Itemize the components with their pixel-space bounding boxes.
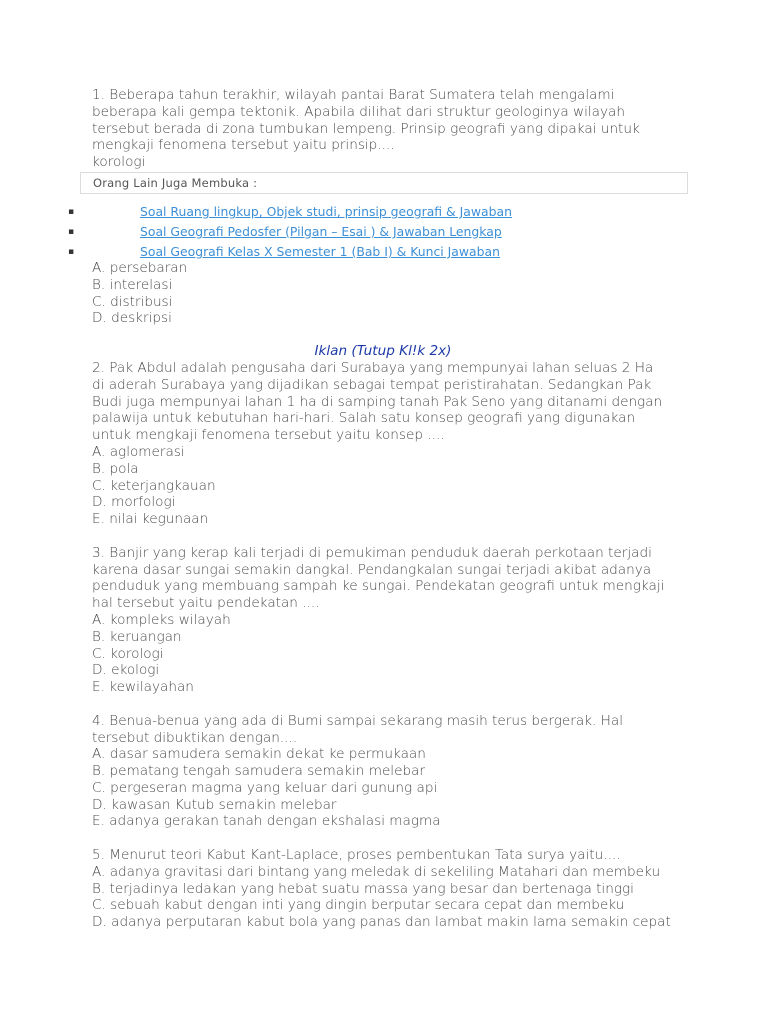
- option: E. nilai kegunaan: [92, 511, 209, 528]
- question-1-stem-line: beberapa kali gempa tektonik. Apabila dilihat dari struktur geologinya wilayah: [92, 103, 625, 120]
- related-link-ruang-lingkup[interactable]: Soal Ruang lingkup, Objek studi, prinsip geografi & Jawaban: [140, 203, 512, 219]
- question-1-stem-line: tersebut berada di zona tumbukan lempeng. Prinsip geografi yang dipakai untuk: [92, 120, 640, 137]
- question-1-stem-line: 1. Beberapa tahun terakhir, wilayah pantai Barat Sumatera telah mengalami: [92, 87, 615, 103]
- spacer: [92, 696, 692, 713]
- question-3: [92, 545, 692, 696]
- option: A. adanya gravitasi dari bintang yang meledak di sekeliling Matahari dan membeku: [92, 863, 661, 880]
- option: B. keruangan: [92, 628, 182, 645]
- related-link-kelas-x[interactable]: Soal Geografi Kelas X Semester 1 (Bab I) & Kunci Jawaban: [140, 243, 500, 259]
- bullet-icon: ▪: [68, 206, 75, 217]
- question-3-stem-line: karena dasar sungai semakin dangkal. Pendangkalan sungai terjadi akibat adanya: [92, 561, 652, 578]
- question-1-stem-line: mengkaji fenomena tersebut yaitu prinsip....: [92, 137, 395, 154]
- option: A. aglomerasi: [92, 443, 185, 460]
- question-4-stem-line: tersebut dibuktikan dengan....: [92, 729, 298, 746]
- question-2-stem-line: di aderah Surabaya yang dijadikan sebagai tempat peristirahatan. Sedangkan Pak: [92, 376, 652, 393]
- question-2-stem-line: untuk mengkaji fenomena tersebut yaitu konsep ....: [92, 427, 445, 444]
- option: B. pematang tengah samudera semakin melebar: [92, 763, 425, 780]
- also-reading-box: [80, 172, 688, 194]
- option: E. kewilayahan: [92, 679, 194, 696]
- spacer: [92, 830, 692, 847]
- also-reading-label: Orang Lain Juga Membuka :: [93, 175, 258, 190]
- related-link-item: [68, 243, 692, 263]
- option: C. keterjangkauan: [92, 477, 216, 494]
- document-page: [68, 87, 692, 931]
- question-2-stem-line: Budi juga mempunyai lahan 1 ha di samping tanah Pak Seno yang ditanami dengan: [92, 393, 663, 410]
- option: B. interelasi: [92, 276, 173, 293]
- option: C. korologi: [92, 645, 164, 662]
- related-links-list: [68, 203, 692, 263]
- option: C. distribusi: [92, 293, 173, 310]
- question-5-stem-line: 5. Menurut teori Kabut Kant-Laplace, proses pembentukan Tata surya yaitu....: [92, 847, 621, 864]
- related-link-item: [68, 223, 692, 243]
- spacer: [92, 528, 692, 545]
- related-link-item: [68, 203, 692, 223]
- question-3-stem-line: 3. Banjir yang kerap kali terjadi di pemukiman penduduk daerah perkotaan terjadi: [92, 544, 652, 561]
- option: B. pola: [92, 460, 139, 477]
- option: C. pergeseran magma yang keluar dari gunung api: [92, 779, 438, 796]
- option: B. terjadinya ledakan yang hebat suatu massa yang besar dan bertenaga tinggi: [92, 880, 634, 897]
- question-4-stem-line: 4. Benua-benua yang ada di Bumi sampai sekarang masih terus bergerak. Hal: [92, 712, 623, 729]
- question-1-options: [92, 260, 692, 327]
- option: A. persebaran: [92, 259, 188, 276]
- option: D. morfologi: [92, 494, 176, 511]
- option: D. ekologi: [92, 662, 160, 679]
- question-3-stem-line: hal tersebut yaitu pendekatan ....: [92, 595, 320, 612]
- question-1: [92, 87, 692, 171]
- related-link-pedosfer[interactable]: Soal Geografi Pedosfer (Pilgan – Esai ) & Jawaban Lengkap: [140, 223, 502, 239]
- question-2-stem-line: palawija untuk kebutuhan hari-hari. Salah satu konsep geografi yang digunakan: [92, 410, 636, 427]
- question-4: [92, 713, 692, 831]
- option: D. deskripsi: [92, 310, 172, 327]
- question-5: [92, 847, 692, 931]
- question-1-answer: korologi: [92, 154, 146, 171]
- ad-link[interactable]: Iklan (Tutup Kl!k 2x): [314, 343, 452, 360]
- bullet-icon: ▪: [68, 246, 75, 257]
- option: A. kompleks wilayah: [92, 611, 231, 628]
- question-2: [92, 360, 692, 528]
- bullet-icon: ▪: [68, 226, 75, 237]
- option: A. dasar samudera semakin dekat ke permukaan: [92, 746, 426, 763]
- option: E. adanya gerakan tanah dengan ekshalasi magma: [92, 813, 441, 830]
- question-3-stem-line: penduduk yang membuang sampah ke sungai. Pendekatan geografi untuk mengkaji: [92, 578, 665, 595]
- option: D. adanya perputaran kabut bola yang panas dan lambat makin lama semakin cepat: [92, 914, 671, 931]
- option: C. sebuah kabut dengan inti yang dingin berputar secara cepat dan membeku: [92, 897, 625, 914]
- question-2-stem-line: 2. Pak Abdul adalah pengusaha dari Surabaya yang mempunyai lahan seluas 2 Ha: [92, 359, 654, 376]
- option: D. kawasan Kutub semakin melebar: [92, 796, 337, 813]
